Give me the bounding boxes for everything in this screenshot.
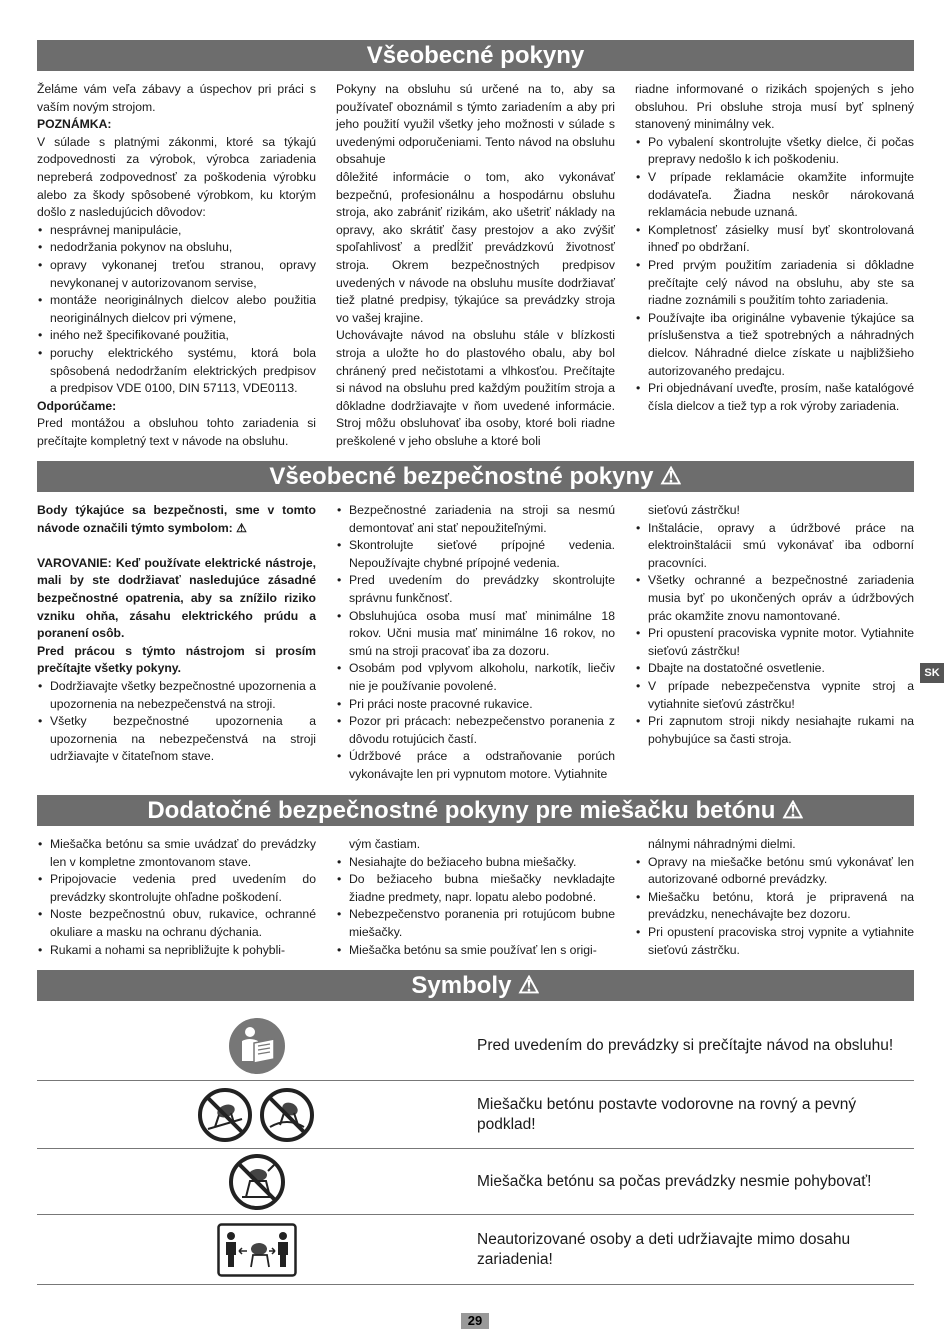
list-item: • V prípade reklamácie okamžite informujte dodávateľa. Žiadna neskôr nárokovaná reklamácia nebude uznaná. — [635, 169, 914, 222]
general-note-text: V súlade s platnými zákonmi, ktoré sa týkajú zodpovednosti za výrobok, výrobca zariadenia nepreberá zodpovednosť za poškodenia výrobku alebo za škody spôsobené výrobkom, ku ktorým došlo z nasledujúcich dôvodov: — [37, 134, 316, 220]
list-item: • Pred uvedením do prevádzky skontrolujte správnu funkčnosť. — [336, 572, 615, 607]
section-title-safety: Všeobecné bezpečnostné pokyny ⚠ — [37, 461, 914, 492]
section-title-symbols: Symboly ⚠ — [37, 970, 914, 1001]
safety-warning: VAROVANIE: Keď používate elektrické nástroje, mali by ste dodržiavať nasledujúce zásadné bezpečnostné opatrenia, aby sa znížilo riziko vzniku ohňa, zásahu elektrického prúdu a poranení osôb. — [37, 555, 316, 641]
list-item: • Pozor pri prácach: nebezpečenstvo poranenia z dôvodu rotujúcich častí. — [336, 713, 615, 748]
safety-column-2 — [336, 502, 615, 784]
safety-columns — [37, 502, 914, 784]
safety-column-3 — [635, 502, 914, 784]
page-number: 29 — [461, 1313, 489, 1329]
symbols-table — [37, 1012, 914, 1285]
general-recommend-heading: Odporúčame: — [37, 398, 117, 413]
list-item: • Všetky bezpečnostné upozornenia a upozornenia na nebezpečenstvá na stroji udržiavajte v čitateľnom stave. — [37, 713, 316, 766]
symbol-row — [37, 1012, 914, 1081]
safety-read-instructions: Pred prácou s týmto nástrojom si prosím prečítajte všetky pokyny. — [37, 643, 316, 676]
general-columns — [37, 81, 914, 450]
list-item: • Po vybalení skontrolujte všetky dielce, či počas prepravy nedošlo k ich poškodeniu. — [635, 134, 914, 169]
general-paragraph: riadne informované o rizikách spojených s jeho obsluhou. Pri obsluhe stroja musí byť splnený stanovený minimálny vek. — [635, 82, 914, 132]
list-item: • Pripojovacie vedenia pred uvedením do prevádzky skontrolujte ohľadne poškodení. — [37, 871, 316, 906]
symbol-text: Neautorizované osoby a deti udržiavajte mimo dosahu zariadenia! — [477, 1230, 851, 1268]
list-item: • Miešačka betónu sa smie uvádzať do prevádzky len v kompletne zmontovanom stave. — [37, 836, 316, 871]
list-item: • Miešačka betónu sa smie používať len s origi- — [336, 942, 615, 960]
list-item-continued: nálnymi náhradnými dielmi. — [648, 837, 796, 851]
list-item: • Nebezpečenstvo poranenia pri rotujúcom bubne miešačky. — [336, 906, 615, 941]
list-item: • opravy vykonanej treťou stranou, opravy nevykonanej v autorizovanom servise, — [37, 257, 316, 292]
safety-list-2 — [336, 502, 615, 784]
list-item: • Všetky ochranné a bezpečnostné zariadenia musia byť po ukončených opráv a údržbových prác okamžite znovu namontované. — [635, 572, 914, 625]
list-item: • Údržbové práce a odstraňovanie porúch vykonávajte len pri vypnutom motore. Vytiahnite — [336, 748, 615, 783]
list-item: • V prípade nebezpečenstva vypnite stroj a vytiahnite sieťovú zástrčku! — [635, 678, 914, 713]
general-paragraph: Pokyny na obsluhu sú určené na to, aby sa používateľ oboznámil s týmto zariadením a aby pri jeho použití využil všetky jeho možnosti v súlade s uvedenými odporučeniami. Tento návod na obsluhu obsahuje — [336, 82, 615, 167]
list-item: • Dodržiavajte všetky bezpečnostné upozornenia a upozornenia na nebezpečenstvá na stroji. — [37, 678, 316, 713]
general-check-list — [635, 134, 914, 416]
mixer-list-2 — [336, 836, 615, 959]
general-paragraph: dôležité informácie o tom, ako vykonávať bezpečnú, profesionálnu a hospodárnu obsluhu stroja, ako zabrániť rizikám, ako ušetriť náklady na opravy, ako skrátiť časy prestojov a ako zvýšiť spoľahlivosť a predĺžiť prevádzkovú životnosť stroja. Okrem bezpečnostných predpisov uvedených v návode na obsluhu musíte dodržiavať tiež platné predpisy, týkajúce sa prevádzky stroja vo vašej krajine. — [336, 169, 615, 325]
list-item: • Skontrolujte sieťové prípojné vedenia. Nepoužívajte chybné prípojné vedenia. — [336, 537, 615, 572]
mixer-column-1 — [37, 836, 316, 959]
list-item: • Inštalácie, opravy a údržbové práce na elektroinštalácii smú vykonávať iba odborní pracovníci. — [635, 520, 914, 573]
symbol-row — [37, 1081, 914, 1149]
section-title-general: Všeobecné pokyny — [37, 40, 914, 71]
list-item: • Pri opustení pracoviska vypnite motor. Vytiahnite sieťovú zástrčku! — [635, 625, 914, 660]
list-item: • Pri zapnutom stroji nikdy nesiahajte rukami na pohybujúce sa časti stroja. — [635, 713, 914, 748]
general-recommend-text: Pred montážou a obsluhou tohto zariadenia si prečítajte kompletný text v návode na obsluhu. — [37, 416, 316, 448]
general-note-heading: POZNÁMKA: — [37, 117, 112, 132]
symbol-text: Pred uvedením do prevádzky si prečítajte návod na obsluhu! — [477, 1037, 894, 1054]
list-item: • Rukami a nohami sa nepribližujte k pohybli- — [37, 942, 316, 960]
safety-symbol-note: Body týkajúce sa bezpečnosti, sme v tomto návode označili týmto symbolom: ⚠ — [37, 503, 316, 535]
list-item: • Obsluhujúca osoba musí mať minimálne 18 rokov. Učni musia mať minimálne 16 rokov, no smú na stroji pracovať iba za dozoru. — [336, 608, 615, 661]
symbol-row — [37, 1149, 914, 1215]
list-item: • Nesiahajte do bežiaceho bubna miešačky. — [336, 854, 615, 872]
list-item: • Pri práci noste pracovné rukavice. — [336, 696, 615, 714]
list-item: • nesprávnej manipulácie, — [37, 222, 316, 240]
section-title-mixer: Dodatočné bezpečnostné pokyny pre miešačku betónu ⚠ — [37, 795, 914, 826]
list-item: • poruchy elektrického systému, ktorá bola spôsobená nedodržaním elektrických predpisov a predpisov VDE 0100, DIN 57113, VDE0113. — [37, 345, 316, 398]
read-manual-icon — [37, 1017, 477, 1075]
mixer-list-1 — [37, 836, 316, 959]
list-item: • Osobám pod vplyvom alkoholu, narkotík, liečiv nie je používanie povolené. — [336, 660, 615, 695]
general-column-3 — [635, 81, 914, 450]
general-liability-list — [37, 222, 316, 398]
mixer-column-3 — [635, 836, 914, 959]
no-moving-while-running-icon — [37, 1153, 477, 1211]
list-item-continued: vým častiam. — [349, 837, 421, 851]
list-item: • Bezpečnostné zariadenia na stroji sa nesmú demontovať ani stať nepoužiteľnými. — [336, 502, 615, 537]
list-item: • Opravy na miešačke betónu smú vykonávať len autorizované odborné prevádzky. — [635, 854, 914, 889]
list-item: • iného než špecifikované použitia, — [37, 327, 316, 345]
safety-list-1 — [37, 678, 316, 766]
list-item: • Miešačku betónu, ktorá je pripravená na prevádzku, nenechávajte bez dozoru. — [635, 889, 914, 924]
keep-distance-icon — [37, 1223, 477, 1277]
list-item: • Kompletnosť zásielky musí byť skontrolovaná ihneď po obdržaní. — [635, 222, 914, 257]
list-item: • Dbajte na dostatočné osvetlenie. — [635, 660, 914, 678]
no-uneven-ground-icon — [37, 1087, 477, 1143]
safety-list-3 — [635, 502, 914, 748]
list-item: • Pri opustení pracoviska stroj vypnite a vytiahnite sieťovú zástrčku. — [635, 924, 914, 959]
mixer-column-2 — [336, 836, 615, 959]
list-item: • Noste bezpečnostnú obuv, rukavice, ochranné okuliare a masku na ochranu dýchania. — [37, 906, 316, 941]
general-paragraph: Uchovávajte návod na obsluhu stále v blízkosti stroja a uložte ho do plastového obalu, aby bol chránený pred nečistotami a vlhkosťou. Prečítajte si návod na obsluhu pred každým použitím stroja a dôkladne dodržiavajte v ňom uvedené informácie. Stroj môžu obsluhovať iba osoby, ktoré boli riadne preškolené v jeho obsluhe a ktoré boli — [336, 328, 615, 448]
list-item: • Používajte iba originálne vybavenie týkajúce sa príslušenstva a tiež spotrebných a náhradných dielcov. Náhradné dielce získate u najbližšieho autorizovaného predajcu. — [635, 310, 914, 380]
list-item-continued: sieťovú zástrčku! — [648, 503, 740, 517]
general-column-1 — [37, 81, 316, 450]
mixer-list-3 — [635, 836, 914, 959]
mixer-columns — [37, 836, 914, 959]
general-column-2 — [336, 81, 615, 450]
language-tab: SK — [920, 663, 944, 683]
list-item: • montáže neoriginálnych dielcov alebo použitia neoriginálnych dielcov pri výmene, — [37, 292, 316, 327]
list-item: • Pri objednávaní uveďte, prosím, naše katalógové čísla dielcov a tiež typ a rok výroby zariadenia. — [635, 380, 914, 415]
general-intro: Želáme vám veľa zábavy a úspechov pri práci s vaším novým strojom. — [37, 82, 316, 114]
list-item: • Pred prvým použitím zariadenia si dôkladne prečítajte celý návod na obsluhu, aby ste sa riadne zoznámili s použitím tohto zariadenia. — [635, 257, 914, 310]
safety-column-1 — [37, 502, 316, 784]
list-item: • nedodržania pokynov na obsluhu, — [37, 239, 316, 257]
symbol-text: Miešačku betónu postavte vodorovne na rovný a pevný podklad! — [477, 1095, 857, 1133]
symbol-text: Miešačka betónu sa počas prevádzky nesmie pohybovať! — [477, 1172, 872, 1190]
list-item: • Do bežiaceho bubna miešačky nevkladajte žiadne predmety, napr. lopatu alebo podobné. — [336, 871, 615, 906]
symbol-row — [37, 1215, 914, 1285]
